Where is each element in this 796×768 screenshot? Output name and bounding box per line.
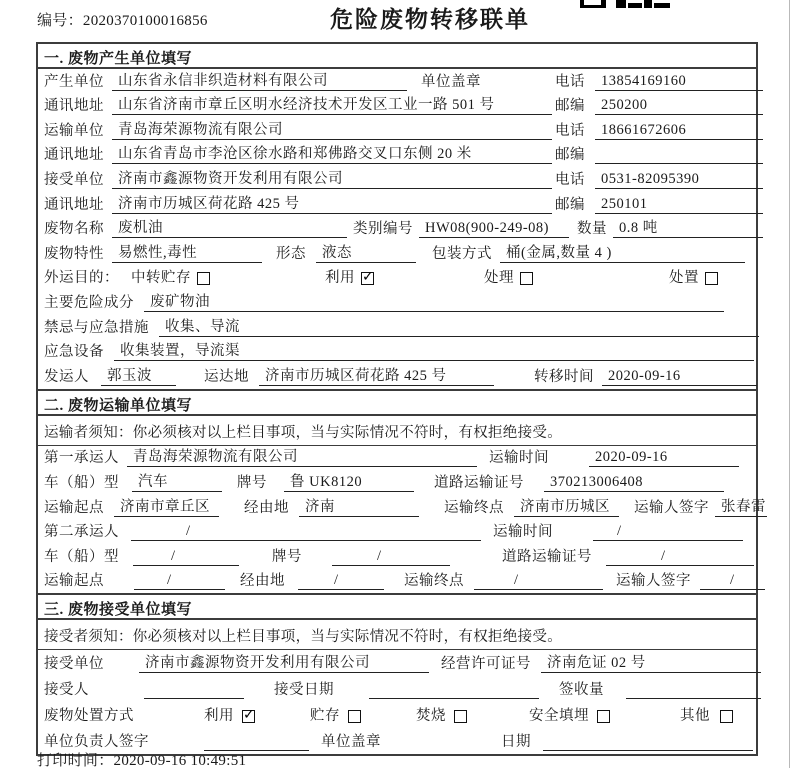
- form-row: [38, 290, 756, 315]
- field-label: 运输起点: [44, 499, 104, 516]
- field-value: 易燃性,毒性: [112, 244, 262, 263]
- form-row: [38, 446, 756, 471]
- form-row: [38, 650, 756, 676]
- field-value: [543, 732, 753, 751]
- form-row: [38, 544, 756, 569]
- field-value: 13854169160: [595, 72, 763, 91]
- form-row: [38, 94, 756, 119]
- utilization-checkbox: [361, 272, 374, 285]
- field-value: 液态: [316, 244, 416, 263]
- field-value: 370213006408: [544, 473, 724, 492]
- field-label: 贮存: [310, 708, 340, 725]
- field-label: 邮编: [555, 98, 585, 115]
- form-row: [38, 143, 756, 168]
- field-value: 济南: [299, 498, 419, 517]
- form-row: [38, 495, 766, 520]
- field-value: 0531-82095390: [595, 170, 763, 189]
- field-label: 单位盖章: [321, 734, 381, 751]
- field-value: 收集、导流: [159, 318, 759, 337]
- form-row: [38, 315, 756, 340]
- field-label: 中转贮存: [131, 270, 191, 287]
- field-label: 日期: [501, 734, 531, 751]
- field-label: 电话: [555, 73, 585, 90]
- field-label: 利用: [204, 708, 234, 725]
- field-label: 形态: [276, 245, 306, 262]
- form-row: [38, 569, 756, 594]
- field-label: 运达地: [204, 368, 249, 385]
- field-label: 运输人签字: [616, 573, 691, 590]
- field-value: [144, 680, 244, 699]
- receive-storage-checkbox: [348, 710, 361, 723]
- field-value: 张春雷: [715, 498, 767, 517]
- field-label: 运输时间: [493, 524, 553, 541]
- field-value: 2020-09-16: [589, 448, 739, 467]
- field-label: 其他: [680, 708, 710, 725]
- field-value: 废矿物油: [144, 293, 724, 312]
- field-label: 废物名称: [44, 221, 104, 238]
- section-2-header: 二. 废物运输单位填写: [38, 389, 756, 416]
- field-label: 发运人: [44, 368, 89, 385]
- field-value: 汽车: [132, 473, 222, 492]
- field-value: 济南市历城区荷花路 425 号: [112, 195, 552, 214]
- form-row: [38, 118, 756, 143]
- field-label: 运输终点: [444, 499, 504, 516]
- field-value: 济南市鑫源物资开发利用有限公司: [112, 170, 552, 189]
- form-row: [38, 470, 756, 495]
- field-label: 通讯地址: [44, 196, 104, 213]
- form-row: [38, 364, 756, 389]
- transfer-storage-checkbox: [197, 272, 210, 285]
- field-label: 运输起点: [44, 573, 104, 590]
- field-label: 电话: [555, 122, 585, 139]
- field-value: 18661672606: [595, 121, 763, 140]
- field-value: /: [298, 571, 384, 590]
- field-label: 通讯地址: [44, 147, 104, 164]
- field-value: 250101: [595, 195, 763, 214]
- field-label: 禁忌与应急措施: [44, 319, 149, 336]
- field-label: 第一承运人: [44, 450, 119, 467]
- field-label: 处置: [669, 270, 699, 287]
- section-2-notice: 运输者须知：你必须核对以上栏目事项，当与实际情况不符时，有权拒绝接受。: [38, 416, 756, 446]
- field-label: 接受人: [44, 682, 89, 699]
- field-value: 废机油: [112, 219, 347, 238]
- form-row: [38, 340, 756, 365]
- print-time-value: 2020-09-16 10:49:51: [113, 753, 247, 768]
- field-value: 0.8 吨: [613, 219, 763, 238]
- field-label: 运输单位: [44, 122, 104, 139]
- field-value: 济南市章丘区: [114, 498, 219, 517]
- field-label: 外运目的：: [44, 270, 119, 287]
- field-label: 利用: [325, 270, 355, 287]
- field-label: 车（船）型: [44, 548, 119, 565]
- field-value: [369, 680, 539, 699]
- field-value: /: [133, 547, 239, 566]
- field-label: 产生单位: [44, 73, 104, 90]
- section-1-header: 一. 废物产生单位填写: [38, 44, 756, 69]
- field-value: /: [332, 547, 450, 566]
- form-row: [38, 702, 756, 728]
- field-label: 安全填埋: [529, 708, 589, 725]
- field-value: 山东省济南市章丘区明水经济技术开发区工业一路 501 号: [112, 96, 552, 115]
- field-label: 单位盖章: [421, 73, 481, 90]
- field-label: 接受日期: [274, 682, 334, 699]
- field-label: 废物特性: [44, 245, 104, 262]
- field-label: 类别编号: [353, 221, 413, 238]
- field-label: 运输终点: [404, 573, 464, 590]
- receive-incineration-checkbox: [454, 710, 467, 723]
- field-label: 数量: [577, 221, 607, 238]
- serial-number-label: 编号：: [37, 13, 83, 29]
- field-value: 山东省永信非织造材料有限公司: [112, 72, 407, 91]
- field-label: 转移时间: [534, 368, 594, 385]
- field-label: 运输人签字: [634, 499, 709, 516]
- form-row: [38, 241, 756, 266]
- field-label: 接受单位: [44, 656, 104, 673]
- form-row: [38, 266, 756, 291]
- field-label: 应急设备: [44, 344, 104, 361]
- field-value: 桶(金属,数量 4 ): [500, 244, 745, 263]
- field-label: 运输时间: [489, 450, 549, 467]
- form-row: [38, 192, 756, 217]
- field-label: 邮编: [555, 196, 585, 213]
- field-value: /: [700, 571, 765, 590]
- field-value: [595, 145, 763, 164]
- disposal-checkbox: [705, 272, 718, 285]
- field-label: 道路运输证号: [502, 548, 592, 565]
- form-row: [38, 676, 756, 702]
- print-time-label: 打印时间：: [37, 753, 114, 768]
- receive-utilization-checkbox: [242, 710, 255, 723]
- form-row: [38, 520, 756, 545]
- field-label: 经由地: [240, 573, 285, 590]
- field-label: 单位负责人签字: [44, 734, 149, 751]
- field-value: [626, 680, 761, 699]
- field-label: 车（船）型: [44, 474, 119, 491]
- field-value: /: [593, 522, 743, 541]
- field-value: 2020-09-16: [602, 367, 757, 386]
- manifest-form-table: [36, 42, 766, 756]
- section-3-header: 三. 废物接受单位填写: [38, 593, 756, 620]
- field-label: 处理: [484, 270, 514, 287]
- field-label: 通讯地址: [44, 98, 104, 115]
- field-label: 签收量: [559, 682, 604, 699]
- field-value: 济南市鑫源物资开发利用有限公司: [139, 654, 429, 673]
- page-edge-divider: [789, 0, 790, 768]
- field-label: 经由地: [244, 499, 289, 516]
- field-value: 青岛海荣源物流有限公司: [127, 448, 477, 467]
- field-label: 主要危险成分: [44, 294, 134, 311]
- field-value: 250200: [595, 96, 763, 115]
- field-value: 山东省青岛市李沧区徐水路和郑佛路交叉口东侧 20 米: [112, 145, 552, 164]
- form-row: [38, 167, 756, 192]
- receive-other-checkbox: [720, 710, 733, 723]
- field-label: 邮编: [555, 147, 585, 164]
- field-label: 废物处置方式: [44, 708, 134, 725]
- field-value: /: [474, 571, 603, 590]
- receive-landfill-checkbox: [597, 710, 610, 723]
- field-value: /: [134, 571, 225, 590]
- form-row: [38, 217, 756, 242]
- print-time-line: [37, 749, 246, 768]
- field-value: 济南市历城区: [514, 498, 619, 517]
- field-label: 经营许可证号: [441, 656, 531, 673]
- serial-number-value: 2020370100016856: [82, 13, 208, 29]
- field-value: 收集装置，导流渠: [114, 342, 754, 361]
- field-label: 焚烧: [416, 708, 446, 725]
- field-value: /: [131, 522, 481, 541]
- field-value: /: [606, 547, 754, 566]
- field-label: 包装方式: [432, 245, 492, 262]
- section-3-notice: 接受者须知：你必须核对以上栏目事项，当与实际情况不符时，有权拒绝接受。: [38, 620, 756, 650]
- field-value: 济南危证 02 号: [541, 654, 761, 673]
- field-label: 电话: [555, 171, 585, 188]
- field-label: 牌号: [237, 474, 267, 491]
- field-label: 第二承运人: [44, 524, 119, 541]
- page-title: 危险废物转移联单: [330, 7, 530, 32]
- form-row: [38, 69, 756, 94]
- field-value: 济南市历城区荷花路 425 号: [259, 367, 494, 386]
- treatment-checkbox: [520, 272, 533, 285]
- field-label: 牌号: [272, 548, 302, 565]
- field-value: 青岛海荣源物流有限公司: [112, 121, 552, 140]
- field-label: 道路运输证号: [434, 474, 524, 491]
- field-label: 接受单位: [44, 171, 104, 188]
- field-value: 鲁 UK8120: [284, 473, 414, 492]
- field-value: 郭玉波: [101, 367, 176, 386]
- field-value: HW08(900-249-08): [419, 219, 569, 238]
- qr-code-fragment-icon: [580, 0, 675, 10]
